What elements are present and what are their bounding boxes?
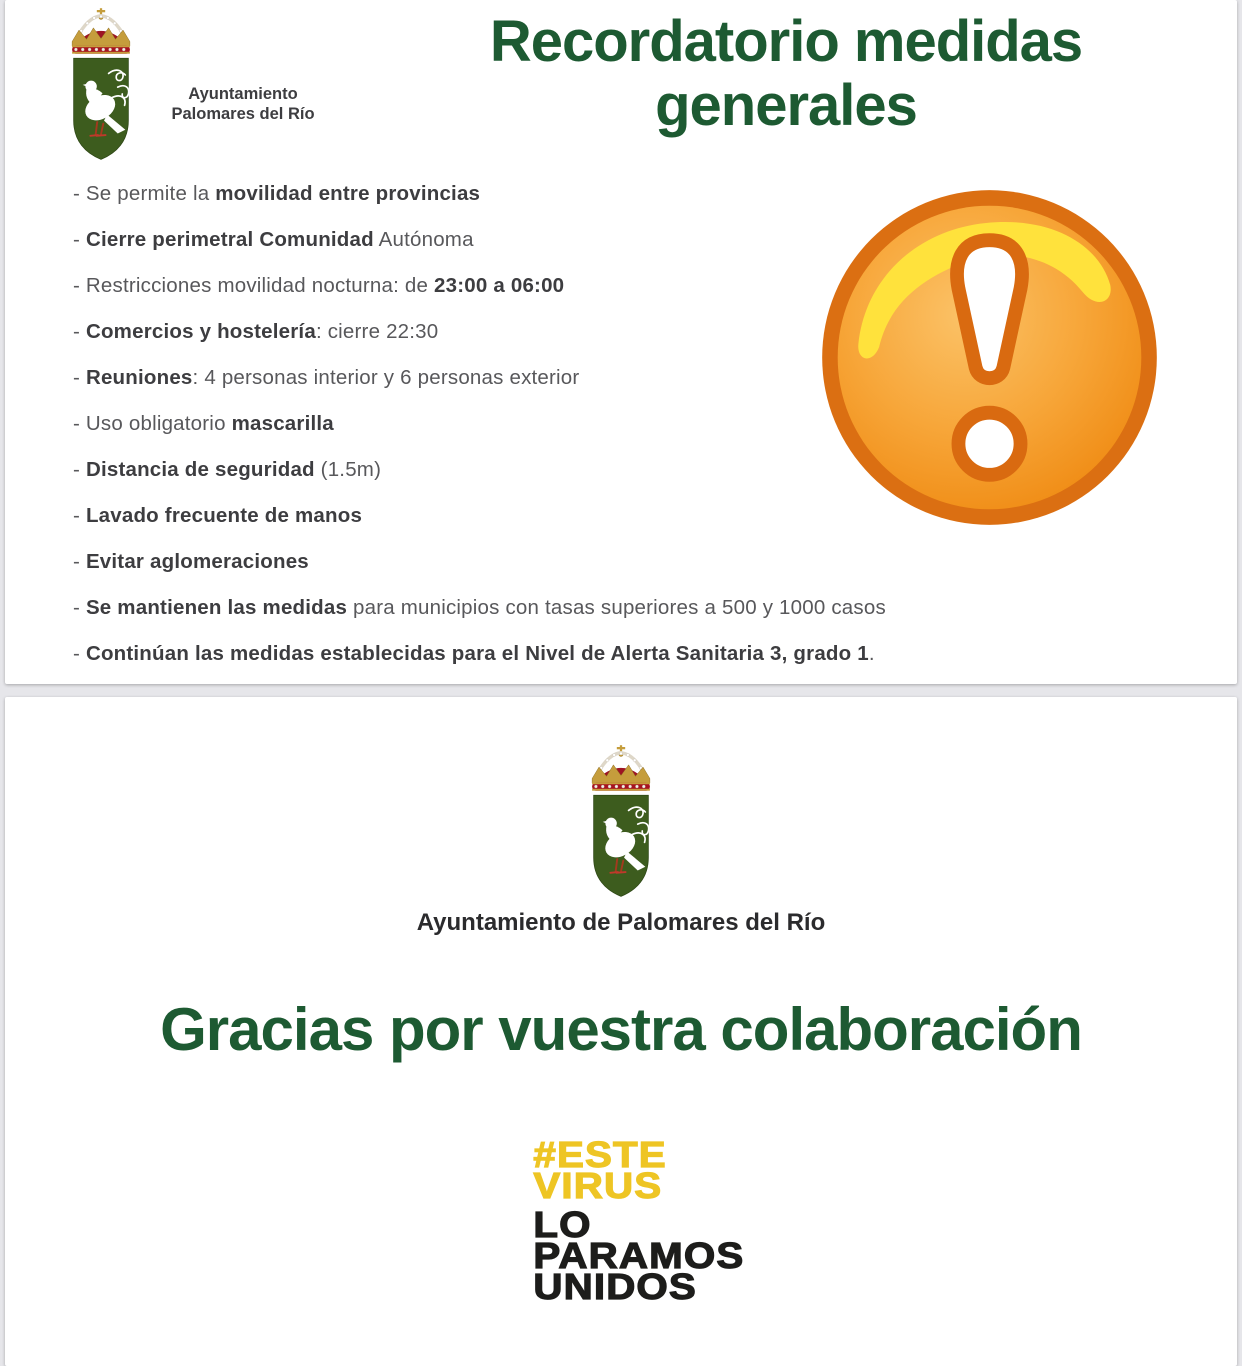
municipal-coat-of-arms-icon [583,745,659,901]
campaign-line: PARAMOS [533,1235,745,1276]
campaign-line: VIRUS [533,1165,663,1206]
top-announcement-card [5,0,1237,684]
measure-item: - Comercios y hostelería: cierre 22:30 [73,320,439,343]
thanks-message: Gracias por vuestra colaboración [160,996,1082,1063]
measure-item: - Reuniones: 4 personas interior y 6 personas exterior [73,366,580,389]
page-title [365,10,1207,138]
page-title-line2: generales [655,73,917,138]
measure-item: - Distancia de seguridad (1.5m) [73,458,382,481]
measure-item: - Se permite la movilidad entre provincias [73,182,481,205]
measure-item: - Continúan las medidas establecidas para el Nivel de Alerta Sanitaria 3, grado 1. [73,642,875,665]
municipality-label-line1: Ayuntamiento [188,85,298,103]
measure-item: - Lavado frecuente de manos [73,504,363,527]
campaign-logo [511,1105,859,1366]
municipal-coat-of-arms-icon [63,8,139,164]
campaign-line: LO [533,1204,592,1245]
measure-item: - Se mantienen las medidas para municipios con tasas superiores a 500 y 1000 casos [73,596,886,619]
measure-item: - Restricciones movilidad nocturna: de 23:00 a 06:00 [73,274,565,297]
measure-item: - Cierre perimetral Comunidad Autónoma [73,228,474,251]
municipality-label [143,84,343,124]
organization-name: Ayuntamiento de Palomares del Río [416,909,826,936]
municipality-label-line2: Palomares del Río [171,105,315,123]
campaign-line: #ESTE [533,1134,667,1175]
campaign-logo-text [511,1105,859,1307]
measure-item: - Evitar aglomeraciones [73,550,309,573]
exclamation-warning-icon [817,185,1162,530]
measure-item: - Uso obligatorio mascarilla [73,412,334,435]
bottom-thanks-card [5,697,1237,1366]
page-title-line1: Recordatorio medidas [489,9,1083,74]
campaign-line: UNIDOS [533,1266,697,1307]
